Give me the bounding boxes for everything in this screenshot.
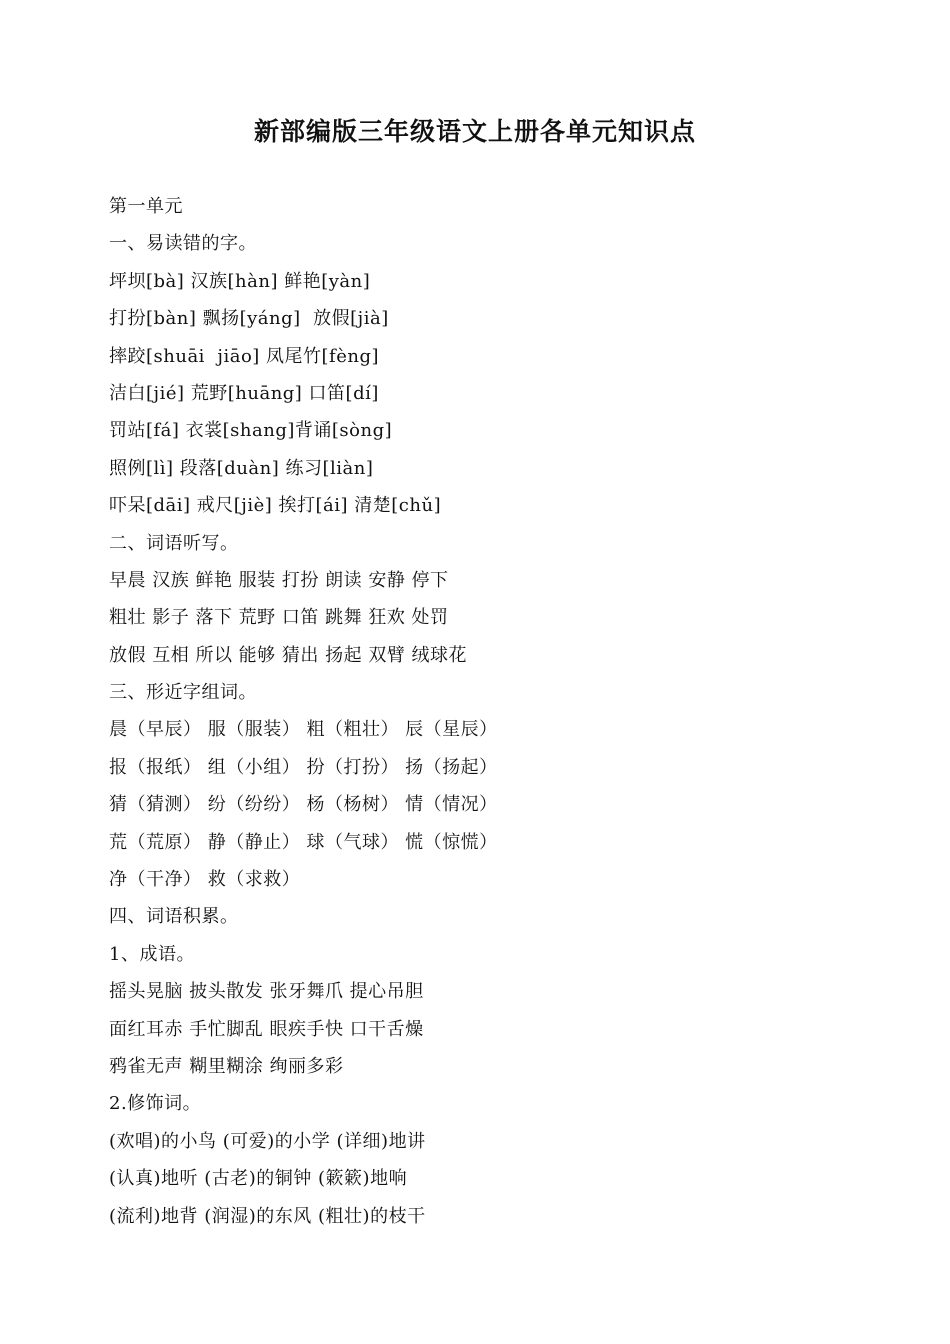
pinyin-line: 摔跤[shuāi jiāo] 凤尾竹[fèng]	[109, 345, 380, 367]
pinyin-line: 吓呆[dāi] 戒尺[jiè] 挨打[ái] 清楚[chǔ]	[109, 495, 442, 517]
character-pair-line: 晨（早辰） 服（服装） 粗（粗壮） 辰（星辰）	[109, 719, 498, 741]
word-list-line: 早晨 汉族 鲜艳 服装 打扮 朗读 安静 停下	[109, 569, 449, 591]
idiom-line: 面红耳赤 手忙脚乱 眼疾手快 口干舌燥	[109, 1018, 424, 1040]
document-title: 新部编版三年级语文上册各单元知识点	[253, 117, 696, 146]
modifier-line: (流利)地背 (润湿)的东风 (粗壮)的枝干	[109, 1205, 426, 1227]
pinyin-line: 照例[lì] 段落[duàn] 练习[liàn]	[109, 457, 374, 479]
pinyin-line: 坪坝[bà] 汉族[hàn] 鲜艳[yàn]	[109, 270, 371, 292]
list-heading: 2.修饰词。	[109, 1093, 202, 1115]
subsection-heading: 三、形近字组词。	[109, 682, 257, 704]
character-pair-line: 猜（猜测） 纷（纷纷） 杨（杨树） 情（情况）	[109, 794, 498, 816]
pinyin-line: 洁白[jié] 荒野[huāng] 口笛[dí]	[109, 382, 379, 404]
subsection-heading: 一、易读错的字。	[109, 233, 257, 255]
pinyin-line: 打扮[bàn] 飘扬[yáng] 放假[jià]	[109, 308, 389, 330]
character-pair-line: 报（报纸） 组（小组） 扮（打扮） 扬（扬起）	[109, 756, 498, 778]
modifier-line: (认真)地听 (古老)的铜钟 (簌簌)地响	[109, 1168, 408, 1190]
character-pair-line: 净（干净） 救（求救）	[109, 869, 301, 891]
word-list-line: 粗壮 影子 落下 荒野 口笛 跳舞 狂欢 处罚	[109, 607, 449, 629]
subsection-heading: 四、词语积累。	[109, 906, 239, 928]
modifier-line: (欢唱)的小鸟 (可爱)的小学 (详细)地讲	[109, 1130, 426, 1152]
word-list-line: 放假 互相 所以 能够 猜出 扬起 双臂 绒球花	[109, 644, 468, 666]
character-pair-line: 荒（荒原） 静（静止） 球（气球） 慌（惊慌）	[109, 831, 498, 853]
idiom-line: 鸦雀无声 糊里糊涂 绚丽多彩	[109, 1055, 344, 1077]
document-body	[109, 188, 869, 1235]
section-heading: 第一单元	[109, 196, 183, 217]
pinyin-line: 罚站[fá] 衣裳[shang]背诵[sòng]	[109, 420, 393, 442]
idiom-line: 摇头晃脑 披头散发 张牙舞爪 提心吊胆	[109, 981, 424, 1003]
list-heading: 1、成语。	[109, 943, 195, 965]
subsection-heading: 二、词语听写。	[109, 532, 239, 554]
